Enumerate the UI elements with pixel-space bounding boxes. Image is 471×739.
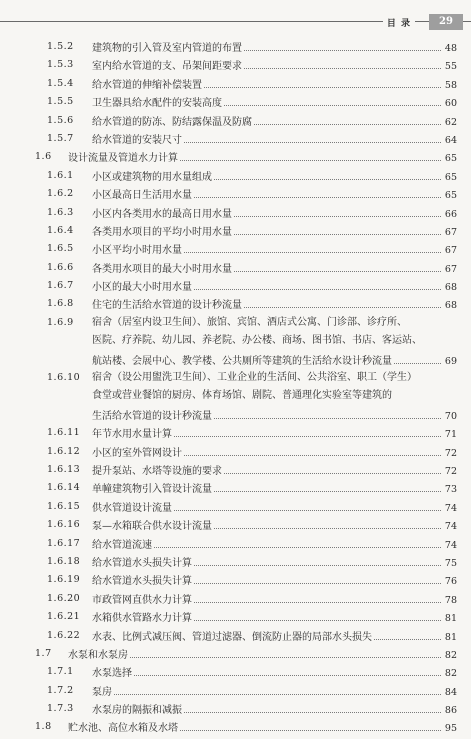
toc-entry-page: 82 [444, 668, 457, 680]
toc-entry-number: 1.5.2 [47, 41, 74, 52]
toc-entry-title: 水泵选择 [92, 668, 132, 680]
dot-leader [154, 535, 441, 548]
toc-entry [0, 608, 471, 626]
toc-entry [0, 590, 471, 608]
dot-leader [214, 167, 441, 180]
toc-entry-page: 74 [444, 502, 457, 514]
toc-entry [0, 167, 471, 185]
toc-entry [0, 443, 471, 461]
dot-leader [194, 590, 441, 603]
toc-entry [0, 351, 471, 369]
toc-entry-title: 设计流量及管道水力计算 [68, 153, 178, 165]
toc-entry-page: 62 [444, 116, 457, 128]
toc-entry-title: 水泵和水泵房 [68, 649, 128, 661]
toc-entry [0, 498, 471, 516]
page-number-badge: 29 [429, 14, 463, 30]
toc-entry-number: 1.6.21 [47, 611, 81, 623]
toc-entry-number: 1.6.16 [47, 519, 81, 531]
toc-entry [0, 332, 471, 350]
toc-entry-number: 1.6.3 [47, 206, 74, 218]
toc-entry [0, 663, 471, 681]
toc-entry-title: 给水管道水头损失计算 [92, 557, 192, 569]
dot-leader [244, 38, 441, 51]
toc-entry-number: 1.5.4 [47, 77, 74, 89]
toc-entry-number: 1.6.2 [47, 188, 74, 200]
dot-leader [180, 148, 441, 161]
dot-leader [184, 240, 441, 253]
toc-entry-number: 1.7.2 [47, 684, 74, 696]
toc-entry-title: 各类用水项目的最大小时用水量 [92, 263, 232, 275]
toc-entry-number: 1.5.3 [47, 59, 74, 71]
toc-entry [0, 185, 471, 203]
toc-entry [0, 130, 471, 148]
toc-entry [0, 406, 471, 424]
toc-entry-number: 1.6.18 [47, 555, 81, 567]
toc-entry [0, 424, 471, 442]
toc-entry-title: 单幢建筑物引入管设计流量 [92, 484, 212, 496]
toc-entry-title: 给水管道水头损失计算 [92, 576, 192, 588]
toc-entry-number: 1.6.22 [47, 629, 81, 641]
toc-entry [0, 627, 471, 645]
toc-entry-number: 1.6.20 [47, 592, 81, 604]
dot-leader [394, 351, 441, 364]
toc-entry-number: 1.6.1 [47, 169, 74, 181]
toc-entry-page: 71 [444, 429, 457, 441]
dot-leader [194, 553, 441, 566]
toc-entry-number: 1.6.19 [47, 574, 81, 586]
toc-entry [0, 718, 471, 736]
toc-entry-page: 60 [444, 98, 457, 110]
toc-entry [0, 204, 471, 222]
toc-entry-title: 医院、疗养院、幼儿园、养老院、办公楼、商场、图书馆、书店、客运站、 [92, 335, 422, 347]
toc-entry-title: 泵房 [92, 686, 112, 698]
toc-entry-title: 小区的室外管网设计 [92, 447, 182, 459]
dot-leader [214, 516, 441, 529]
toc-entry [0, 553, 471, 571]
toc-entry-title: 供水管道设计流量 [92, 502, 172, 514]
toc-entry-page: 68 [444, 300, 457, 312]
toc-entry [0, 148, 471, 166]
toc-entry-title: 给水管道的伸缩补偿装置 [92, 79, 202, 91]
dot-leader [184, 700, 441, 713]
dot-leader [174, 424, 441, 437]
toc-entry-page: 74 [444, 539, 457, 551]
dot-leader [194, 185, 441, 198]
toc-entry-title: 航站楼、会展中心、教学楼、公共厕所等建筑的生活给水设计秒流量 [92, 355, 392, 367]
toc-entry-number: 1.6.5 [47, 243, 74, 255]
dot-leader [224, 93, 441, 106]
dot-leader [244, 295, 441, 308]
toc-entry-page: 65 [444, 153, 457, 165]
toc-entry-title: 水表、比例式减压阀、管道过滤器、倒流防止器的局部水头损失 [92, 631, 372, 643]
toc-entry-page: 81 [444, 631, 457, 643]
toc-entry [0, 93, 471, 111]
toc-entry-page: 65 [444, 190, 457, 202]
toc-entry-page: 70 [444, 410, 457, 422]
dot-leader [204, 75, 441, 88]
toc-entry-page: 84 [444, 686, 457, 698]
toc-entry-title: 各类用水项目的平均小时用水量 [92, 226, 232, 238]
toc-entry-number: 1.6.13 [47, 463, 81, 475]
toc-entry-page: 67 [444, 245, 457, 257]
toc-entry [0, 700, 471, 718]
toc-entry [0, 682, 471, 700]
toc-entry-page: 64 [444, 134, 457, 146]
toc-entry-number: 1.5.7 [47, 132, 74, 144]
toc-entry-page: 72 [444, 465, 457, 477]
toc-entry [0, 516, 471, 534]
dot-leader [114, 682, 441, 695]
toc-entry-number: 1.6 [35, 151, 52, 163]
toc-entry-title: 卫生器具给水配件的安装高度 [92, 98, 222, 110]
toc-entry-title: 室内给水管道的支、吊架间距要求 [92, 61, 242, 73]
toc-entry-number: 1.6.9 [47, 316, 74, 328]
dot-leader [234, 222, 441, 235]
toc-entry-number: 1.6.15 [47, 500, 81, 512]
dot-leader [194, 571, 441, 584]
toc-entry-title: 水泵房的隔振和减振 [92, 705, 182, 717]
dot-leader [224, 461, 441, 474]
toc-entry-number: 1.6.10 [47, 372, 81, 384]
toc-entry-number: 1.6.17 [47, 537, 81, 549]
toc-entry-number: 1.7.3 [47, 703, 74, 715]
toc-entry-title: 小区平均小时用水量 [92, 245, 182, 257]
toc-entry-page: 67 [444, 263, 457, 275]
toc-entry-title: 住宅的生活给水管道的设计秒流量 [92, 300, 242, 312]
toc-entry-title: 年节水用水量计算 [92, 429, 172, 441]
dot-leader [214, 479, 441, 492]
toc-entry [0, 479, 471, 497]
dot-leader [134, 663, 441, 676]
toc-entry-title: 生活给水管道的设计秒流量 [92, 410, 212, 422]
toc-entry-page: 75 [444, 557, 457, 569]
toc-entry [0, 259, 471, 277]
dot-leader [244, 56, 441, 69]
section-label: 目 录 [383, 16, 415, 29]
toc-entry-page: 48 [444, 43, 457, 54]
dot-leader [254, 112, 441, 125]
dot-leader [194, 608, 441, 621]
dot-leader [184, 130, 441, 143]
toc-entry-number: 1.6.12 [47, 445, 81, 457]
toc-entry [0, 56, 471, 74]
toc-entry-number: 1.6.8 [47, 298, 74, 310]
toc-entry-page: 65 [444, 171, 457, 183]
toc-entry-title: 水箱供水管路水力计算 [92, 613, 192, 625]
toc-entry [0, 314, 471, 332]
toc-entry-title: 宿舍（居室内设卫生间）、旅馆、宾馆、酒店式公寓、门诊部、诊疗所、 [92, 316, 407, 328]
toc-entry-page: 95 [444, 723, 457, 735]
toc-entry [0, 222, 471, 240]
toc-entry [0, 38, 471, 56]
dot-leader [194, 277, 441, 290]
toc-entry-page: 72 [444, 447, 457, 459]
toc-entry-page: 74 [444, 521, 457, 533]
toc-entry-number: 1.5.6 [47, 114, 74, 126]
dot-leader [234, 204, 441, 217]
toc-entry [0, 387, 471, 405]
toc-entry [0, 277, 471, 295]
toc-entry-number: 1.6.4 [47, 224, 74, 236]
toc-entry-title: 小区内各类用水的最高日用水量 [92, 208, 232, 220]
toc-entry-title: 提升泵站、水塔等设施的要求 [92, 465, 222, 477]
toc-entry [0, 645, 471, 663]
dot-leader [374, 627, 441, 640]
toc-entry-page: 58 [444, 79, 457, 91]
toc-entry [0, 369, 471, 387]
toc-entry-page: 73 [444, 484, 457, 496]
toc-entry [0, 535, 471, 553]
toc-entry-title: 食堂或营业餐馆的厨房、体育场馆、剧院、普通理化实验室等建筑的 [92, 390, 392, 402]
toc-entry-number: 1.6.11 [47, 427, 81, 439]
toc-entry-title: 小区最高日生活用水量 [92, 190, 192, 202]
toc-entry-title: 给水管道的防冻、防结露保温及防腐 [92, 116, 252, 128]
toc-entry-title: 市政管网直供水力计算 [92, 594, 192, 606]
toc-entry [0, 240, 471, 258]
toc-entry-number: 1.6.6 [47, 261, 74, 273]
toc-entry-title: 宿舍（设公用盥洗卫生间）、工业企业的生活间、公共浴室、职工（学生） [92, 372, 417, 384]
toc-entry-page: 55 [444, 61, 457, 73]
dot-leader [214, 406, 441, 419]
toc-entry-number: 1.8 [35, 721, 52, 733]
toc-entry-page: 86 [444, 705, 457, 717]
toc-entry-title: 建筑物的引入管及室内管道的布置 [92, 43, 242, 54]
toc-entry-number: 1.5.5 [47, 96, 74, 108]
toc-entry-title: 泵—水箱联合供水设计流量 [92, 521, 212, 533]
toc-entry-title: 小区的最大小时用水量 [92, 282, 192, 294]
dot-leader [174, 498, 441, 511]
toc-entry [0, 112, 471, 130]
dot-leader [234, 259, 441, 272]
toc-entry-page: 68 [444, 282, 457, 294]
toc-entry [0, 571, 471, 589]
toc-entry [0, 75, 471, 93]
table-of-contents [0, 38, 471, 737]
toc-entry-page: 66 [444, 208, 457, 220]
toc-entry-number: 1.7.1 [47, 666, 74, 678]
toc-entry-number: 1.7 [35, 647, 52, 659]
toc-entry [0, 295, 471, 313]
toc-entry-page: 81 [444, 613, 457, 625]
dot-leader [130, 645, 441, 658]
toc-entry-page: 69 [444, 355, 457, 367]
toc-entry-page: 78 [444, 594, 457, 606]
dot-leader [184, 443, 441, 456]
toc-entry [0, 461, 471, 479]
toc-entry-number: 1.6.7 [47, 280, 74, 292]
toc-entry-title: 给水管道的安装尺寸 [92, 134, 182, 146]
toc-entry-title: 贮水池、高位水箱及水塔 [68, 723, 178, 735]
dot-leader [180, 718, 441, 731]
toc-entry-title: 小区或建筑物的用水量组成 [92, 171, 212, 183]
toc-entry-page: 76 [444, 576, 457, 588]
toc-entry-page: 67 [444, 226, 457, 238]
toc-entry-page: 82 [444, 649, 457, 661]
toc-entry-number: 1.6.14 [47, 482, 81, 494]
toc-entry-title: 给水管道流速 [92, 539, 152, 551]
